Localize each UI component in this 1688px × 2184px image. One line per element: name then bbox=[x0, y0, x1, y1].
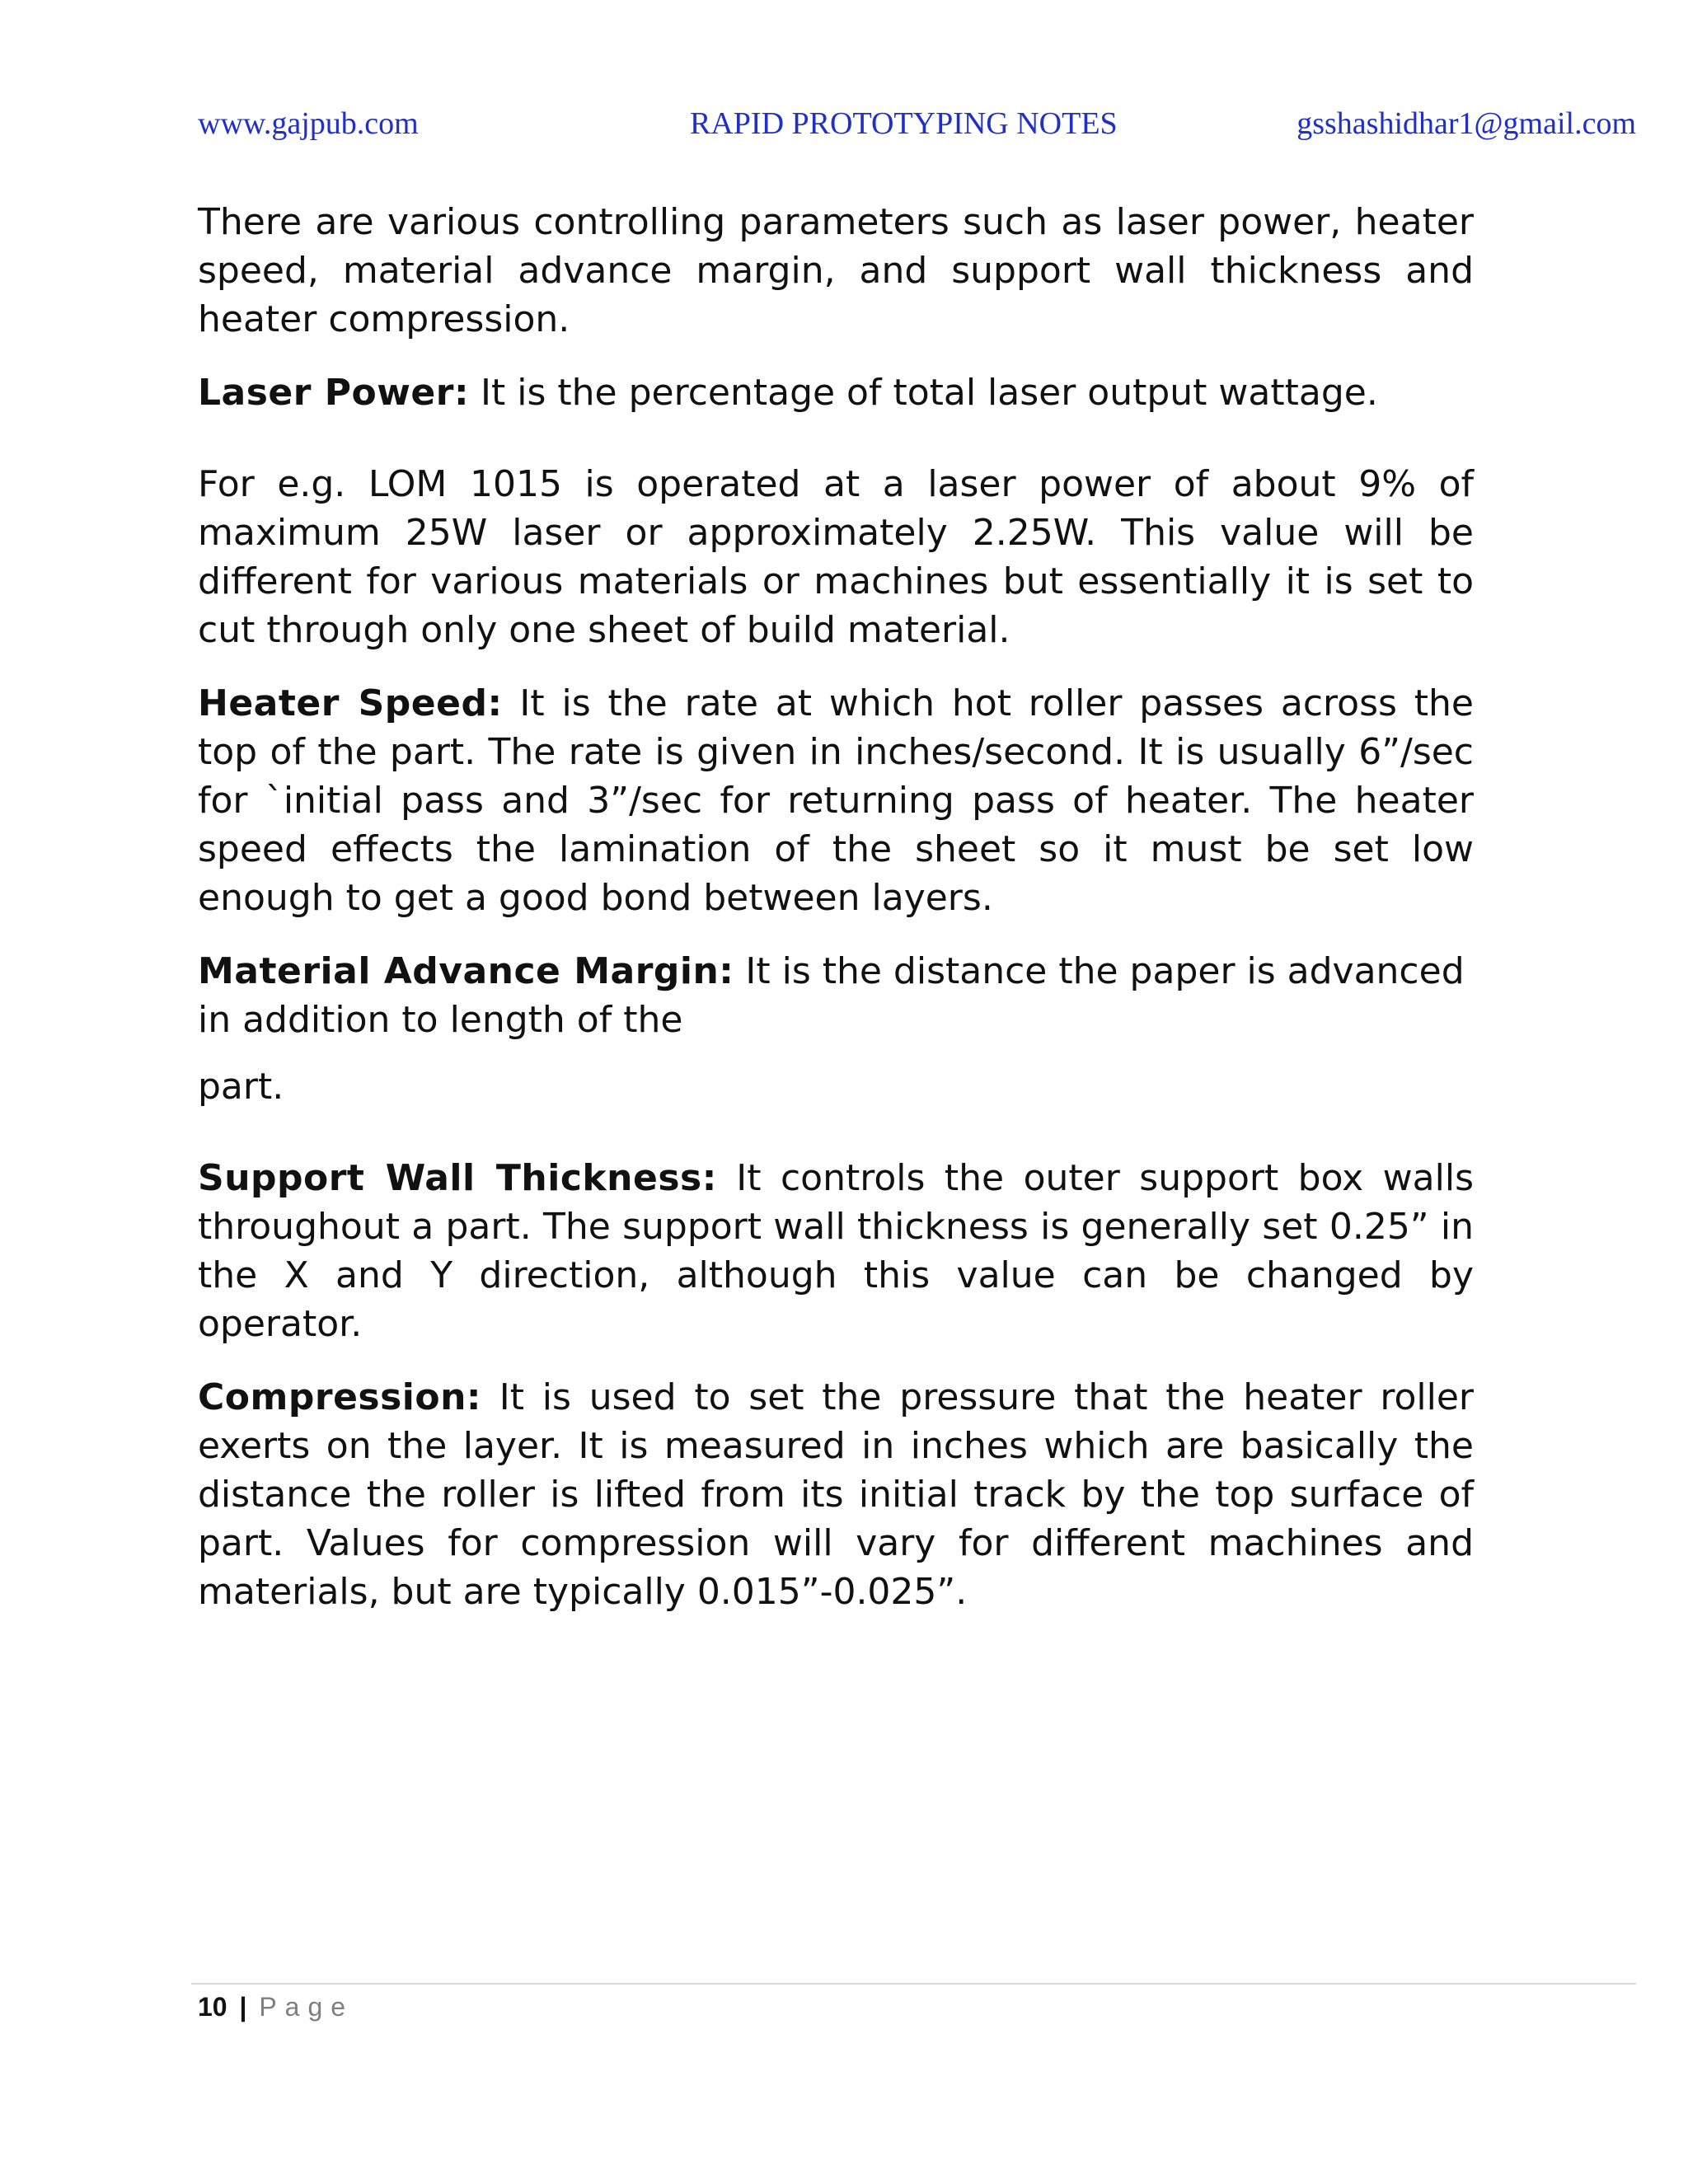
heater-speed-term: Heater Speed: bbox=[198, 682, 503, 724]
page-number: 10 bbox=[198, 1992, 227, 2022]
header-website: www.gajpub.com bbox=[198, 106, 419, 141]
footer-divider bbox=[191, 1983, 1636, 1985]
page-header bbox=[198, 105, 1636, 155]
compression-term: Compression: bbox=[198, 1376, 482, 1418]
header-title: RAPID PROTOTYPING NOTES bbox=[690, 106, 1118, 141]
page-footer bbox=[198, 1986, 354, 2027]
page-label: Page bbox=[259, 1992, 354, 2022]
page-separator: | bbox=[239, 1992, 247, 2022]
header-email: gsshashidhar1@gmail.com bbox=[1296, 106, 1636, 141]
heater-speed-text: It is the rate at which hot roller passes across the top of the part. The rate is given in inches/second. It is usually 6”/sec for `initial pass and 3”/sec for returning pass of heater. The heater speed effects the lamination of the sheet so it must be set low enough to get a good bond between layers. bbox=[198, 682, 1474, 919]
support-wall-text: It controls the outer support box walls throughout a part. The support wall thickness is generally set 0.25” in the X and Y direction, although this value can be changed by operator. bbox=[198, 1157, 1475, 1345]
compression-paragraph bbox=[198, 1373, 1474, 1616]
support-wall-paragraph bbox=[198, 1154, 1474, 1348]
heater-speed-paragraph bbox=[198, 679, 1474, 922]
material-advance-tail: part. bbox=[198, 1066, 284, 1108]
laser-power-text: It is the percentage of total laser output wattage. bbox=[469, 372, 1378, 414]
document-body bbox=[198, 198, 1474, 1641]
material-advance-paragraph bbox=[198, 947, 1474, 1111]
material-advance-text: It is the distance the paper is advanced in addition to length of the bbox=[198, 950, 1465, 1041]
laser-power-paragraph bbox=[198, 368, 1474, 417]
support-wall-term: Support Wall Thickness: bbox=[198, 1157, 717, 1199]
intro-paragraph: There are various controlling parameters such as laser power, heater speed, material advance margin, and support wall thickness and heater compression. bbox=[198, 201, 1474, 340]
laser-power-term: Laser Power: bbox=[198, 372, 470, 414]
material-advance-term: Material Advance Margin: bbox=[198, 950, 734, 992]
example-paragraph: For e.g. LOM 1015 is operated at a laser power of about 9% of maximum 25W laser or approximately 2.25W. This value will be different for various materials or machines but essentially it is set to cut through only one sheet of build material. bbox=[198, 463, 1474, 651]
compression-text: It is used to set the pressure that the heater roller exerts on the layer. It is measured in inches which are basically the distance the roller is lifted from its initial track by the top surface of part. Values for compression will vary for different machines and materials, but are typically 0.015”-0.025”. bbox=[198, 1376, 1474, 1613]
